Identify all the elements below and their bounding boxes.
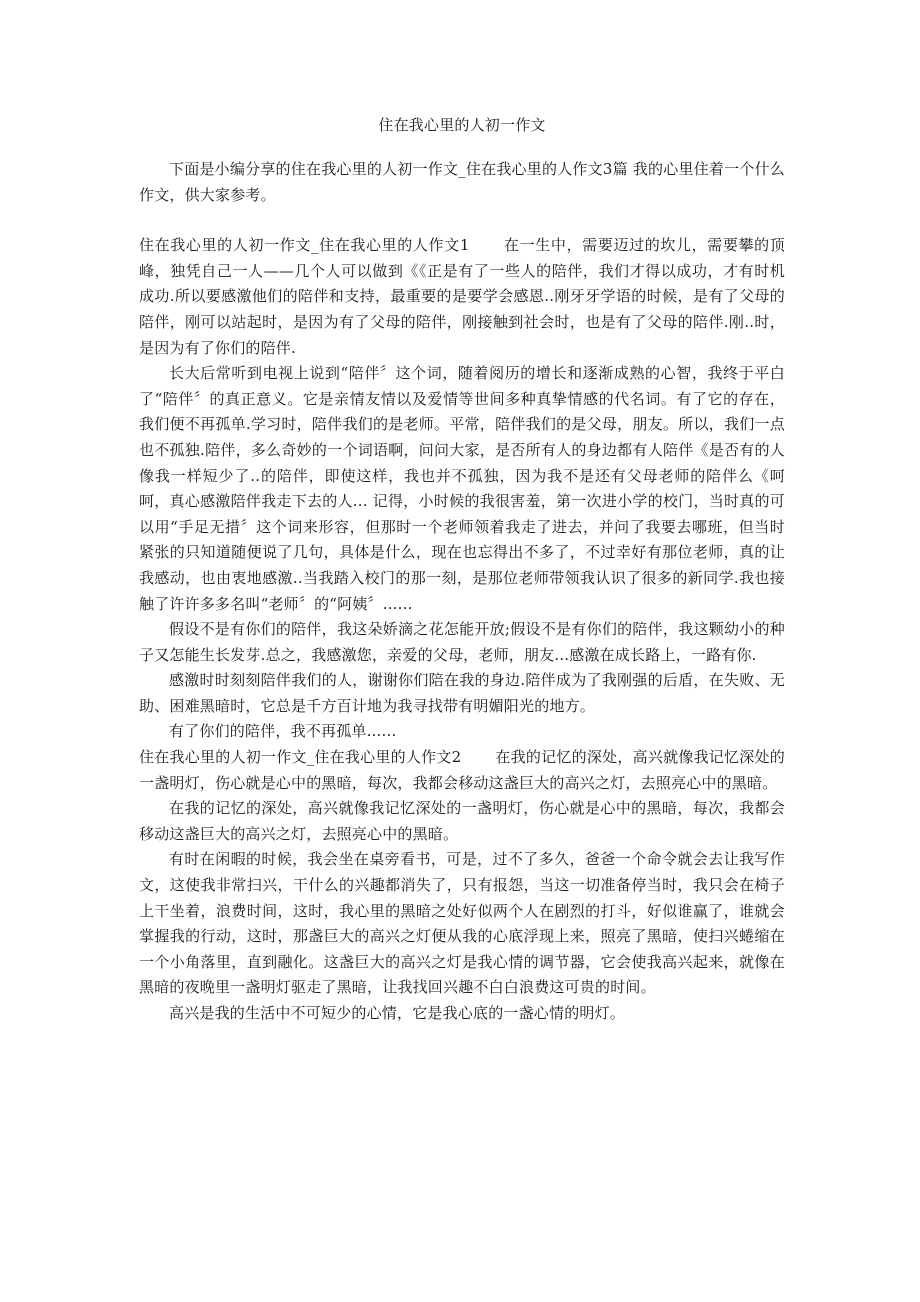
- intro-paragraph: 下面是小编分享的住在我心里的人初一作文_住在我心里的人作文3篇 我的心里住着一个什么作文，供大家参考。: [139, 160, 785, 204]
- essay2-first-paragraph: [139, 745, 785, 796]
- essay1-paragraph-3: 假设不是有你们的陪伴，我这朵娇滴之花怎能开放;假设不是有你们的陪伴，我这颗幼小的种子又怎能生长发芽.总之，我感激您，亲爱的父母，老师，朋友...感激在成长路上，一路有你.: [139, 620, 785, 664]
- essay1-heading: 住在我心里的人初一作文_住在我心里的人作文1: [139, 236, 470, 255]
- essay2-paragraph-4: 高兴是我的生活中不可短少的心情，它是我心底的一盏心情的明灯。: [169, 1004, 626, 1022]
- essay2-paragraph-2: 在我的记忆的深处，高兴就像我记忆深处的一盏明灯，伤心就是心中的黑暗，每次，我都会移动这盏巨大的高兴之灯，去照亮心中的黑暗。: [139, 799, 785, 843]
- document-title: 住在我心里的人初一作文: [378, 116, 546, 134]
- essay1-first-paragraph: [139, 233, 785, 361]
- essay1-paragraph-4: 感激时时刻刻陪伴我们的人，谢谢你们陪在我的身边.陪伴成为了我刚强的后盾，在失败、无助、困难黑暗时，它总是千方百计地为我寻找带有明媚阳光的地方。: [139, 671, 785, 715]
- essay2-paragraph-3: 有时在闲暇的时候，我会坐在桌旁看书，可是，过不了多久，爸爸一个命令就会去让我写作文，这使我非常扫兴，干什么的兴趣都消失了，只有报怨，当这一切准备停当时，我只会在椅子上干坐着，浪费时间，这时，我心里的黑暗之处好似两个人在剧烈的打斗，好似谁赢了，谁就会掌握我的行动，这时，那盏巨大的高兴之灯便从我的心底浮现上来，照亮了黑暗，使扫兴蜷缩在一个小角落里，直到融化。这盏巨大的高兴之灯是我心情的调节器，它会使我高兴起来，就像在黑暗的夜晚里一盏明灯驱走了黑暗，让我找回兴趣不白白浪费这可贵的时间。: [139, 850, 785, 997]
- document-page: [139, 112, 785, 1027]
- essay2-paragraph-1: 在我的记忆的深处，高兴就像我记忆深处的一盏明灯，伤心就是心中的黑暗，每次，我都会移动这盏巨大的高兴之灯，去照亮心中的黑暗。: [139, 748, 785, 792]
- section-gap: [139, 208, 785, 233]
- essay2-heading: 住在我心里的人初一作文_住在我心里的人作文2: [139, 748, 462, 767]
- essay1-paragraph-2: 长大后常听到电视上说到“陪伴〞这个词，随着阅历的增长和逐渐成熟的心智，我终于平白了“陪伴〞的真正意义。它是亲情友情以及爱情等世间多种真挚情感的代名词。有了它的存在，我们便不再孤单.学习时，陪伴我们的是老师。平常，陪伴我们的是父母，朋友。所以，我们一点也不孤独.陪伴，多么奇妙的一个词语啊，问问大家，是否所有人的身边都有人陪伴《是否有的人像我一样短少了..的陪伴，即使这样，我也并不孤独，因为我不是还有父母老师的陪伴么《呵呵，真心感激陪伴我走下去的人... 记得，小时候的我很害羞，第一次进小学的校门，当时真的可以用“手足无措〞这个词来形容，但那时一个老师领着我走了进去，并问了我要去哪班，但当时紧张的只知道随便说了几句，具体是什么，现在也忘得出不多了，不过幸好有那位老师，真的让我感动，也由衷地感激..当我踏入校门的那一刻，是那位老师带领我认识了很多的新同学.我也接触了许许多多名叫“老师〞的“阿姨〞......: [139, 364, 785, 613]
- essay1-paragraph-5: 有了你们的陪伴，我不再孤单......: [169, 722, 397, 741]
- essay1-paragraph-1: 在一生中，需要迈过的坎儿，需要攀的顶峰，独凭自己一人——几个人可以做到《《正是有了一些人的陪伴，我们才得以成功，才有时机成功.所以要感激他们的陪伴和支持，最重要的是要学会感恩..刚牙牙学语的时候，是有了父母的陪伴，刚可以站起时，是因为有了父母的陪伴，刚接触到社会时，也是有了父母的陪伴.刚..时，是因为有了你们的陪伴.: [139, 236, 785, 357]
